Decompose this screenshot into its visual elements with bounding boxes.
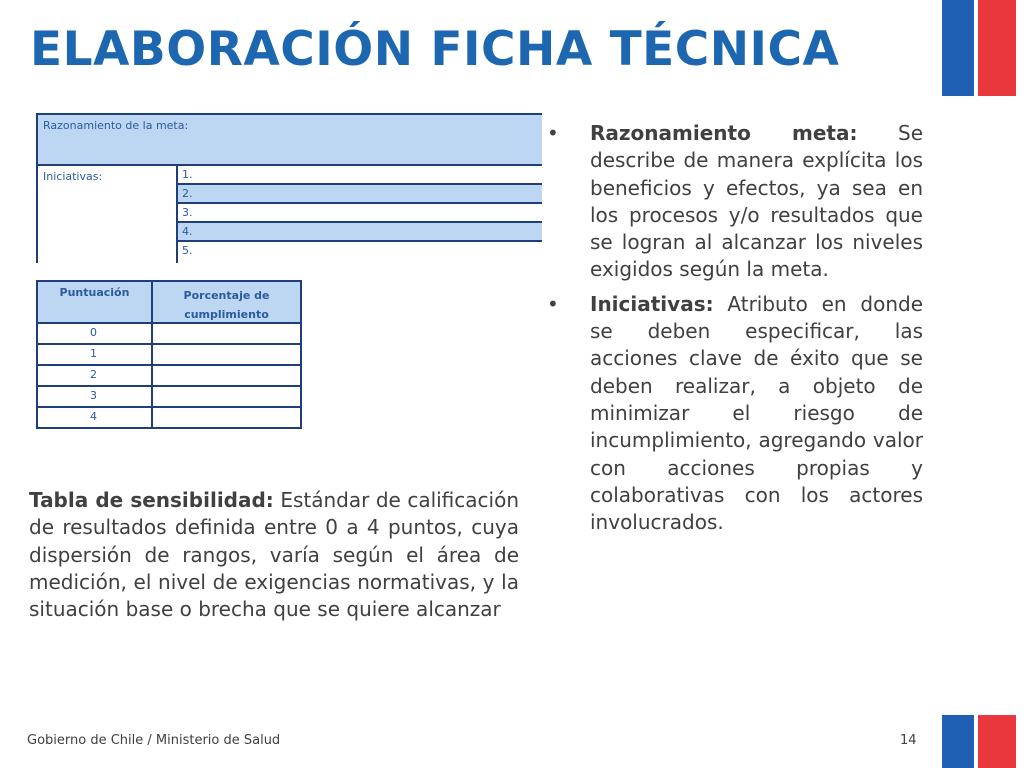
razonamiento-label: Razonamiento de la meta:: [43, 119, 189, 132]
header-porcentaje-line1: Porcentaje de: [183, 289, 270, 302]
score-value: 4: [90, 410, 97, 423]
sensibilidad-term: Tabla de sensibilidad:: [29, 488, 274, 512]
iniciativa-row: [178, 185, 542, 204]
footer-text: Gobierno de Chile / Ministerio de Salud: [27, 733, 281, 748]
definitions-list: [545, 120, 923, 543]
bullet-dot-icon: •: [547, 291, 559, 316]
sensibilidad-paragraph: [29, 487, 519, 623]
header-puntuacion: Puntuación: [59, 286, 130, 299]
iniciativa-number: 3.: [182, 206, 193, 219]
iniciativa-number: 5.: [182, 244, 193, 257]
iniciativas-label: Iniciativas:: [43, 170, 103, 183]
sensibilidad-text: Estándar de calificación de resultados definida entre 0 a 4 puntos, cuya dispersión de rangos, varía según el área de medición, el nivel de exigencias normativas, y la situación base o brecha que se quiere alcanzar: [29, 488, 519, 622]
flag-blue-stripe: [942, 0, 974, 96]
chile-flag-bottom-decoration: [942, 715, 1016, 768]
page-number: 14: [900, 733, 917, 748]
bullet-term: Iniciativas:: [590, 291, 714, 316]
slide-title: ELABORACIÓN FICHA TÉCNICA: [30, 22, 840, 77]
flag-red-stripe: [978, 0, 1016, 96]
bullet-razonamiento: [545, 120, 923, 284]
score-row: [38, 408, 300, 429]
iniciativa-row: [178, 166, 542, 185]
iniciativa-row: [178, 223, 542, 242]
score-row: [38, 345, 300, 366]
chile-flag-top-decoration: [942, 0, 1016, 96]
score-row: [38, 324, 300, 345]
bullet-term: Razonamiento meta:: [590, 121, 858, 145]
bullet-text: Atributo en donde se deben especificar, las acciones clave de éxito que se deben realizar, a objeto de minimizar el riesgo de incumplimiento, agregando valor con acciones propias y colaborativas con los actores involucrados.: [590, 291, 923, 535]
score-row: [38, 366, 300, 387]
flag-red-stripe: [978, 715, 1016, 768]
bullet-text: Se describe de manera explícita los beneficios y efectos, ya sea en los procesos y/o resultados que se logran al alcanzar los niveles exigidos según la meta.: [590, 121, 923, 282]
bullet-dot-icon: •: [547, 121, 559, 145]
header-porcentaje-line2: cumplimiento: [184, 308, 269, 321]
score-row: [38, 387, 300, 408]
razonamiento-field: [38, 113, 542, 166]
score-value: 2: [90, 368, 97, 381]
meta-form-table: [36, 113, 542, 263]
header-porcentaje: [153, 286, 300, 324]
iniciativa-row: [178, 242, 542, 261]
iniciativa-number: 4.: [182, 225, 193, 238]
score-value: 3: [90, 389, 97, 402]
iniciativa-number: 1.: [182, 168, 193, 181]
sensitivity-score-table: [36, 280, 302, 429]
bullet-iniciativas: [545, 291, 923, 537]
flag-blue-stripe: [942, 715, 974, 768]
iniciativa-row: [178, 204, 542, 223]
score-table-header: [38, 282, 300, 324]
score-value: 1: [90, 347, 97, 360]
score-value: 0: [90, 326, 97, 339]
iniciativa-number: 2.: [182, 187, 193, 200]
